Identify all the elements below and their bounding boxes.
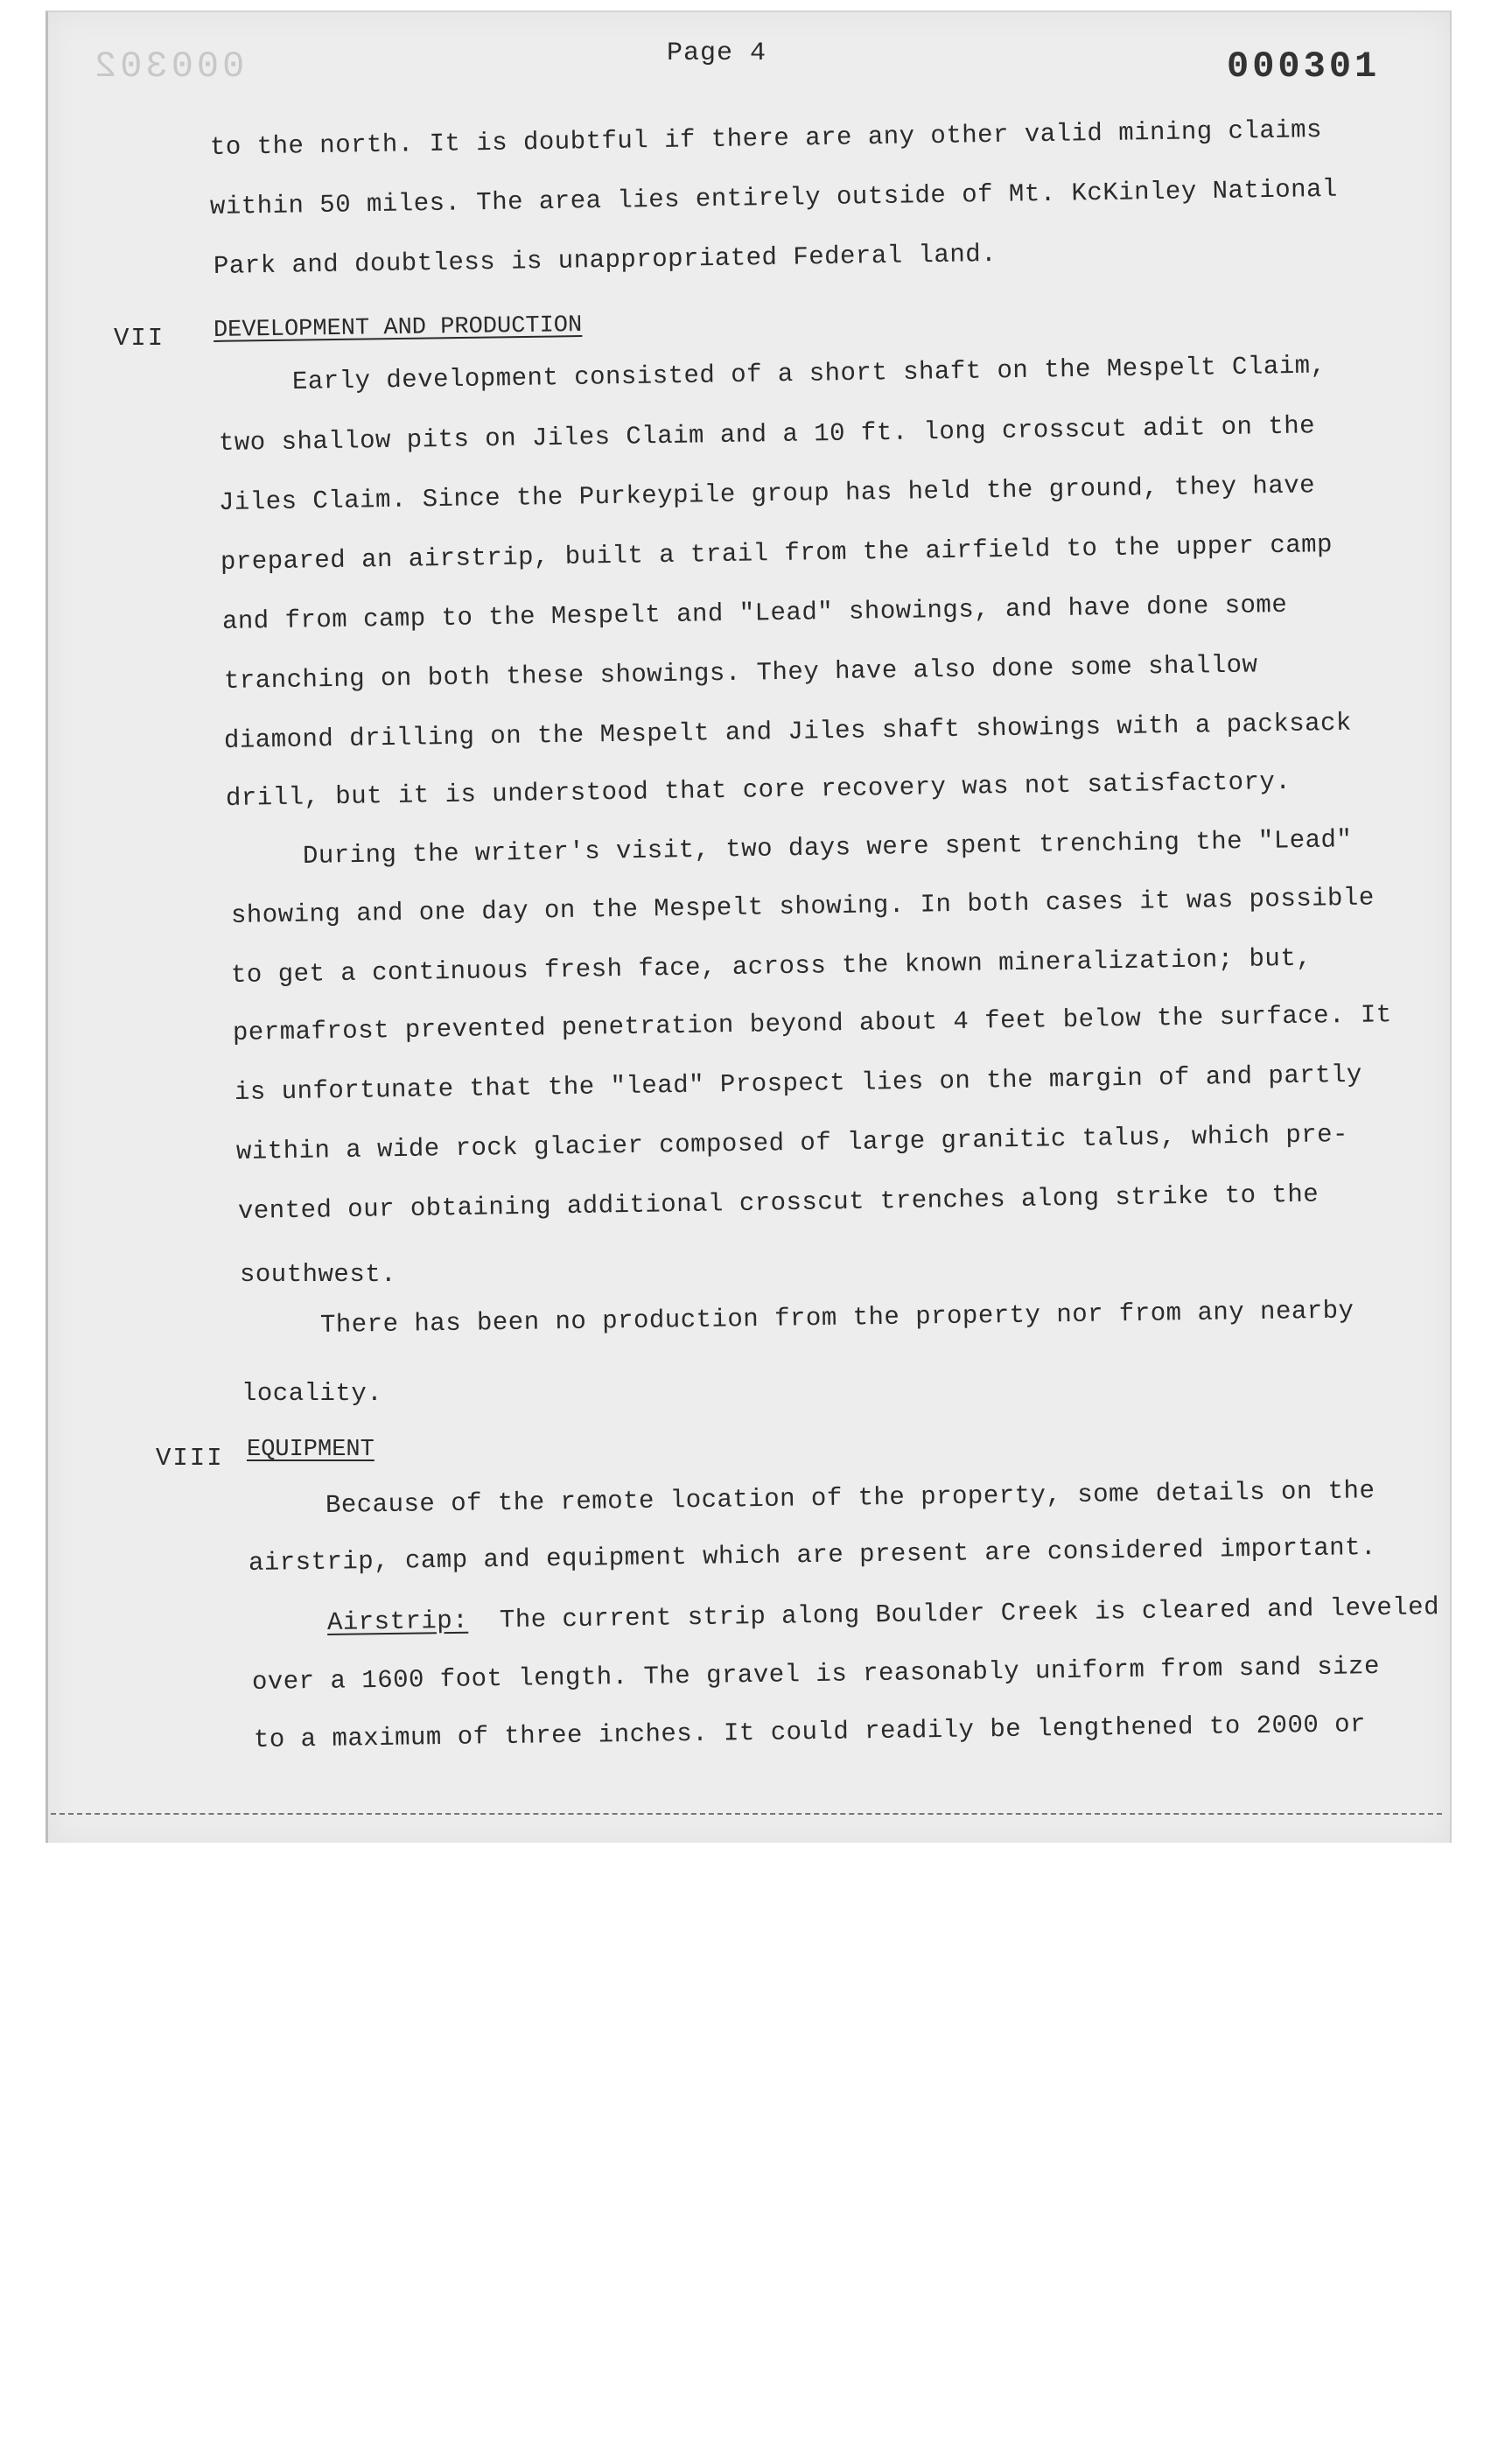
body-line: During the writer's visit, two days were spent trenching the "Lead" [302,825,1353,871]
body-line: Early development consisted of a short shaft on the Mespelt Claim, [291,351,1326,396]
bleed-through-doc-number: 000302 [91,46,245,88]
body-line: drill, but it is understood that core recovery was not satisfactory. [225,766,1292,813]
airstrip-label: Airstrip: [326,1606,469,1637]
page-label: Page 4 [667,38,767,68]
body-line: There has been no production from the property nor from any nearby [319,1296,1354,1340]
body-line: over a 1600 foot length. The gravel is reasonably uniform from sand size [251,1652,1381,1697]
body-line: Because of the remote location of the property, some details on the [325,1476,1376,1520]
body-line: tranching on both these showings. They have also done some shallow [223,650,1258,696]
body-line: to get a continuous fresh face, across the known mineralization; but, [230,943,1312,990]
section-title: DEVELOPMENT AND PRODUCTION [213,312,583,344]
body-line: showing and one day on the Mespelt showing. In both cases it was possible [230,883,1376,930]
body-line: prepared an airstrip, built a trail from the airfield to the upper camp [220,530,1334,577]
section-number: VII [114,324,165,353]
body-line: Jiles Claim. Since the Purkeypile group has held the ground, they have [218,471,1316,517]
body-line: and from camp to the Mespelt and "Lead" showings, and have done some [221,590,1288,636]
document-number: 000301 [1227,46,1381,88]
body-line: diamond drilling on the Mespelt and Jiles shaft showings with a packsack [223,708,1353,755]
body-line: is unfortunate that the "lead" Prospect lies on the margin of and partly [234,1060,1363,1107]
body-line: locality. [242,1379,383,1408]
body-line: two shallow pits on Jiles Claim and a 10 ft. long crosscut adit on the [218,411,1316,458]
body-line: airstrip, camp and equipment which are present are considered important. [248,1533,1377,1578]
airstrip-text: The current strip along Boulder Creek is cleared and leveled [499,1592,1440,1635]
body-line: southwest. [240,1260,397,1289]
body-line: within a wide rock glacier composed of large granitic talus, which pre- [235,1120,1349,1166]
body-line: to the north. It is doubtful if there are any other valid mining claims [209,116,1323,162]
body-line: vented our obtaining additional crosscut trenches along strike to the [237,1180,1320,1226]
body-line: Park and doubtless is unappropriated Federal land. [213,239,998,281]
section-title: EQUIPMENT [247,1437,374,1463]
body-line: to a maximum of three inches. It could readily be lengthened to 2000 or [253,1710,1367,1754]
body-line: permafrost prevented penetration beyond about 4 feet below the surface. It [232,1000,1392,1047]
page-bottom-rule [51,1813,1442,1815]
body-line: within 50 miles. The area lies entirely outside of Mt. KcKinley National [209,174,1339,221]
section-number: VIII [156,1444,224,1473]
